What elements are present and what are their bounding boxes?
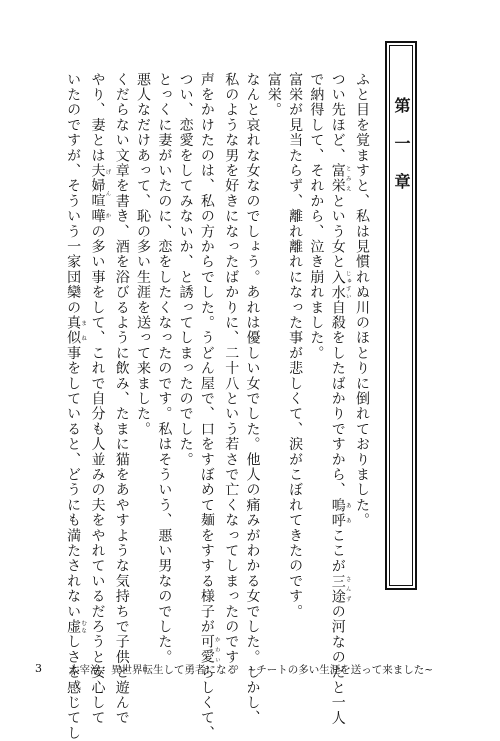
chapter-title: 第一章 [392,97,411,211]
text-line: つい先ほど、富栄 とみえという女と入水 じゅすい自殺をしたばかりですから、嗚呼 ああここが三途 さんずの河なのだと一人 [329,72,351,726]
furigana: まね [80,315,87,346]
furigana: かわい [213,634,220,665]
ruby-word: 夫婦喧嘩 げんか [89,163,111,225]
text-line: つい、恋愛をしてみないか、と誘ってしまったのでした。 [177,72,194,468]
ruby-word: 入水 じゅすい [329,269,351,301]
ruby-word: 三途 さんず [329,573,351,605]
ruby-word: 可愛 かわい [198,634,220,665]
chapter-heading-box [385,41,417,590]
furigana: さんず [344,573,351,605]
text-line: 悪人なだけあって、恥の多い生涯を送って来ました。 [135,72,152,437]
ruby-word: 富栄 とみえ [329,163,351,194]
furigana: むな [80,619,87,635]
text-line: 声をかけたのは、私の方からでした。うどん屋で、口をすぼめて麺をすする様子が可愛 かわいらしくて、 [198,72,220,741]
text-line: くだらない文章を書き、酒を浴びるように飲み、たまに猫をあやすような気持ちで子供と遊んで [113,72,130,726]
text-line: 富栄。 [265,72,282,118]
page-number: 3 [35,662,42,675]
text-line: 私のような男を好きになったばかりに、二十八という若さで亡くなってしまったのです。 [223,72,240,680]
text-line: とっくに妻がいたのに、恋をしたくなったのです。私はそういう、悪い男なのでした。 [156,72,173,665]
text-line: ふと目を覚ますと、私は見慣れぬ川のほとりに倒れておりました。 [354,72,370,528]
ruby-word: 虚 むな [65,619,87,635]
furigana: ああ [344,497,351,529]
furigana: げんか [104,163,111,225]
text-line: やり、妻とは夫婦喧嘩 げんかの多い事をして、これで自分も人並みの夫をやれているだろうと安心して [89,72,111,726]
furigana: とみえ [344,163,351,194]
ruby-word: 真似 まね [65,315,87,346]
furigana: じゅすい [344,269,351,301]
text-line: で納得して、それから、泣き崩れました。 [308,72,325,361]
text-line: 富栄が見当たらず、離れ離れになった事が悲しくて、涙がこぼれてきたのです。 [287,72,304,620]
ruby-word: 嗚呼 ああ [329,497,351,529]
running-title: 太宰治、異世界転生して勇者になる ~チートの多い生涯を送って来ました~ [69,664,434,676]
text-line: なんと哀れな女なのでしょう。あれは優しい女でした。他人の痛みがわかる女でした。しかし、 [244,72,261,726]
text-line: いたのですが、そういう一家団欒の真似 まね事をしていると、どうにも満たされない虚 むなしさを感じてし [65,72,87,741]
